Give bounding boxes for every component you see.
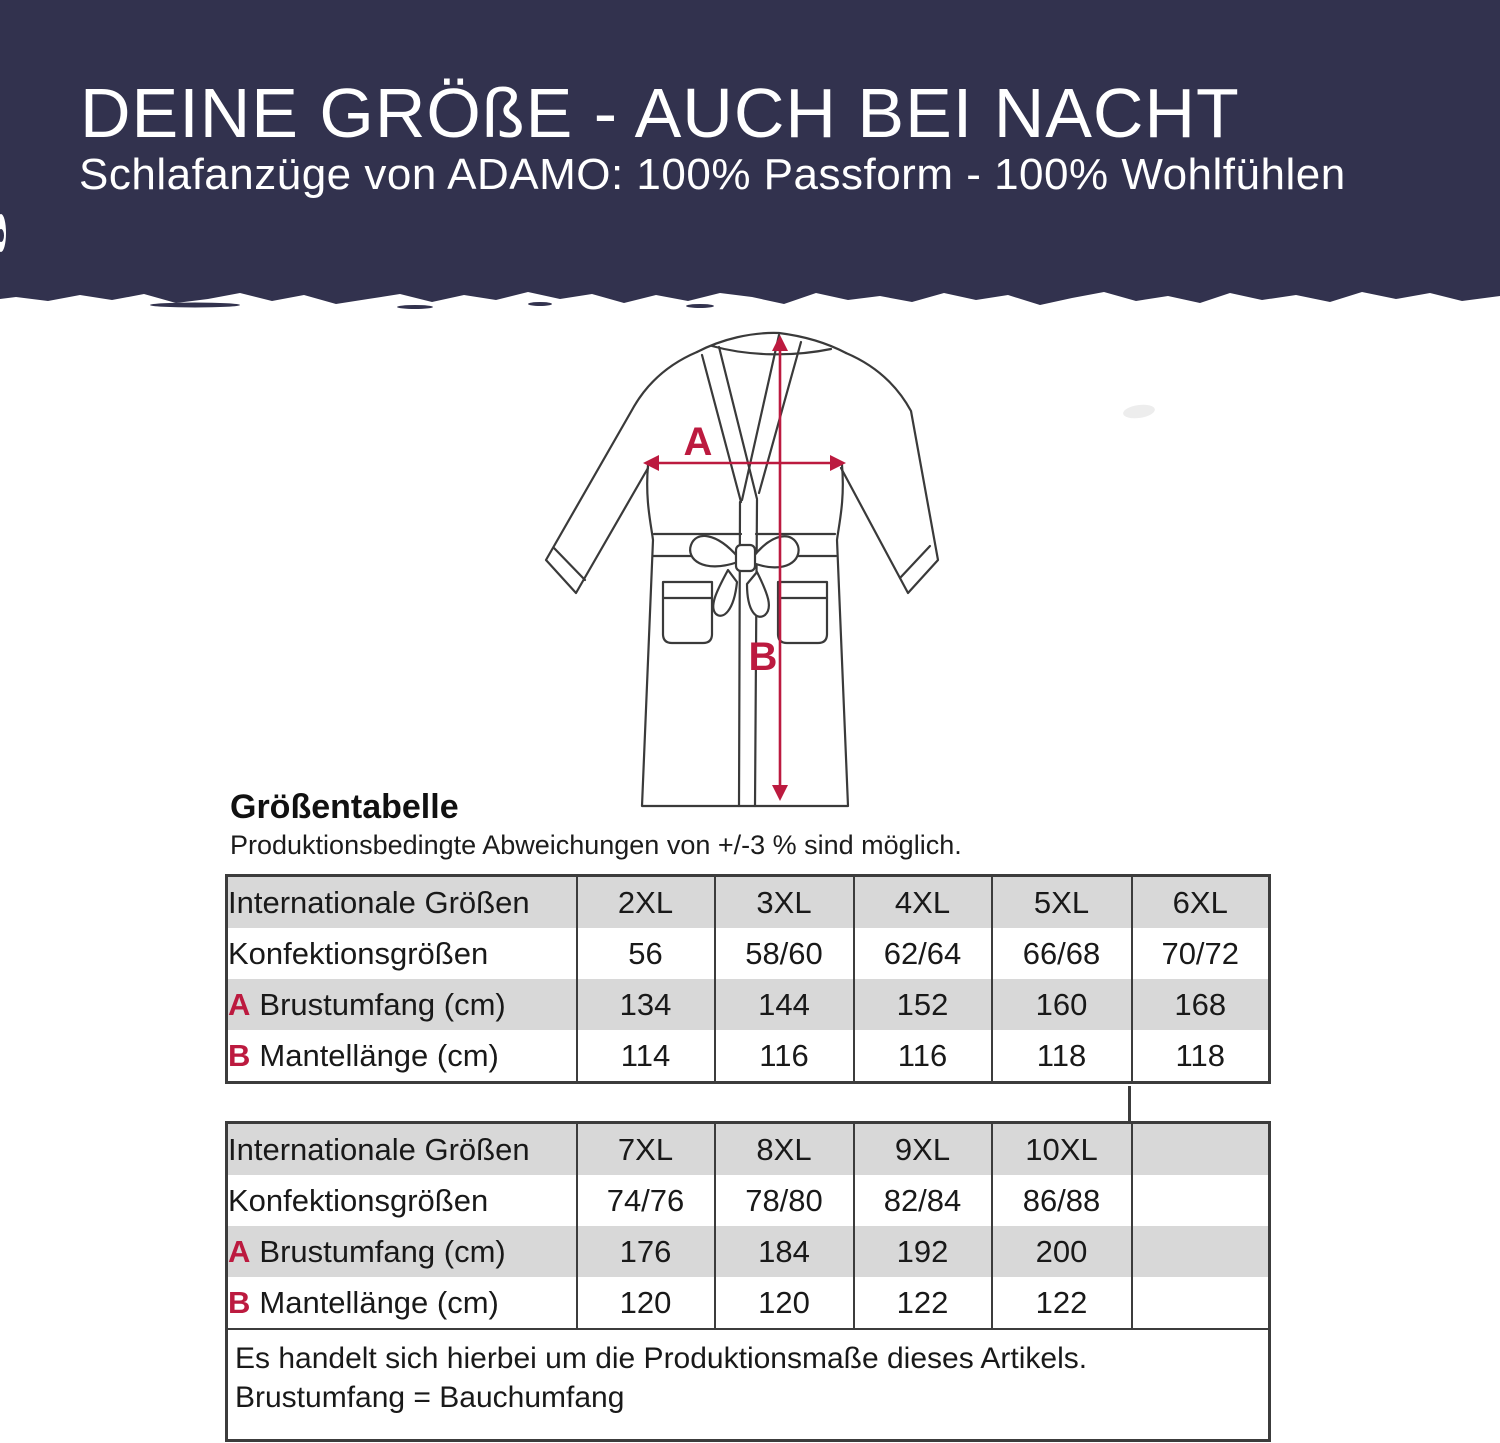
robe-drawing	[546, 333, 938, 806]
size-cell: 2XL	[577, 876, 715, 929]
size-cell	[1132, 1175, 1270, 1226]
row-label-cell	[227, 979, 577, 1030]
size-table-note: Produktionsbedingte Abweichungen von +/-3 % sind möglich.	[230, 830, 962, 860]
row-label: Mantellänge (cm)	[259, 1037, 499, 1073]
robe-diagram	[505, 315, 975, 815]
size-table-1	[225, 874, 1271, 1084]
table-row	[227, 1226, 1270, 1277]
table-row	[227, 1123, 1270, 1176]
size-cell: 200	[992, 1226, 1132, 1277]
row-label: Internationale Größen	[228, 1131, 530, 1167]
size-cell: 56	[577, 928, 715, 979]
size-cell	[1132, 1123, 1270, 1176]
row-marker: A	[228, 1233, 251, 1269]
row-label: Internationale Größen	[228, 884, 530, 920]
size-cell: 120	[715, 1277, 854, 1329]
table-footer-row	[227, 1329, 1270, 1441]
size-cell: 116	[715, 1030, 854, 1083]
footer-note-line-1: Es handelt sich hierbei um die Produktionsmaße dieses Artikels.	[235, 1342, 1088, 1375]
size-cell: 78/80	[715, 1175, 854, 1226]
measure-label-a: A	[683, 420, 713, 464]
smudge-artifact	[1122, 403, 1155, 420]
row-label: Konfektionsgrößen	[228, 935, 489, 971]
size-cell: 74/76	[577, 1175, 715, 1226]
size-cell: 8XL	[715, 1123, 854, 1176]
table-row	[227, 1175, 1270, 1226]
size-cell: 58/60	[715, 928, 854, 979]
row-label: Konfektionsgrößen	[228, 1182, 489, 1218]
size-cell	[1132, 1226, 1270, 1277]
hero-subtitle: Schlafanzüge von ADAMO: 100% Passform - 100% Wohlfühlen	[79, 150, 1346, 199]
row-label-cell	[227, 1175, 577, 1226]
size-cell: 120	[577, 1277, 715, 1329]
row-label: Brustumfang (cm)	[259, 1233, 506, 1269]
hero-title: DEINE GRÖßE - AUCH BEI NACHT	[80, 74, 1240, 152]
row-marker: B	[228, 1284, 251, 1320]
row-label: Mantellänge (cm)	[259, 1284, 499, 1320]
row-label-cell	[227, 928, 577, 979]
measure-arrow-a	[643, 455, 846, 471]
size-table-heading: Größentabelle	[230, 788, 459, 826]
hero-banner	[0, 0, 1500, 288]
row-label-cell	[227, 1030, 577, 1083]
row-marker: B	[228, 1037, 251, 1073]
size-cell: 9XL	[854, 1123, 992, 1176]
size-cell: 160	[992, 979, 1132, 1030]
row-label-cell	[227, 1226, 577, 1277]
size-cell: 7XL	[577, 1123, 715, 1176]
size-cell: 144	[715, 979, 854, 1030]
size-cell: 86/88	[992, 1175, 1132, 1226]
size-cell: 118	[992, 1030, 1132, 1083]
size-cell: 176	[577, 1226, 715, 1277]
size-cell: 66/68	[992, 928, 1132, 979]
size-cell: 184	[715, 1226, 854, 1277]
size-cell: 62/64	[854, 928, 992, 979]
size-cell	[1132, 1277, 1270, 1329]
row-label-cell	[227, 1277, 577, 1329]
size-cell: 122	[992, 1277, 1132, 1329]
size-cell: 5XL	[992, 876, 1132, 929]
measure-label-b: B	[748, 635, 778, 679]
size-cell: 70/72	[1132, 928, 1270, 979]
size-cell: 134	[577, 979, 715, 1030]
row-label-cell	[227, 876, 577, 929]
size-cell: 114	[577, 1030, 715, 1083]
size-cell: 3XL	[715, 876, 854, 929]
table-row	[227, 928, 1270, 979]
table-row	[227, 1030, 1270, 1083]
size-cell: 6XL	[1132, 876, 1270, 929]
torn-edge	[0, 288, 1500, 312]
row-label-cell	[227, 1123, 577, 1176]
table-footer-cell	[227, 1329, 1270, 1441]
size-cell: 192	[854, 1226, 992, 1277]
table-row	[227, 1277, 1270, 1329]
row-marker: A	[228, 986, 251, 1022]
table-connector-line	[1128, 1086, 1131, 1122]
size-table-2	[225, 1121, 1271, 1442]
table-row	[227, 876, 1270, 929]
size-cell: 168	[1132, 979, 1270, 1030]
row-label: Brustumfang (cm)	[259, 986, 506, 1022]
size-cell: 82/84	[854, 1175, 992, 1226]
footer-note-line-2: Brustumfang = Bauchumfang	[235, 1381, 625, 1414]
table-row	[227, 979, 1270, 1030]
size-cell: 122	[854, 1277, 992, 1329]
size-cell: 4XL	[854, 876, 992, 929]
size-cell: 118	[1132, 1030, 1270, 1083]
size-cell: 10XL	[992, 1123, 1132, 1176]
size-cell: 152	[854, 979, 992, 1030]
size-cell: 116	[854, 1030, 992, 1083]
